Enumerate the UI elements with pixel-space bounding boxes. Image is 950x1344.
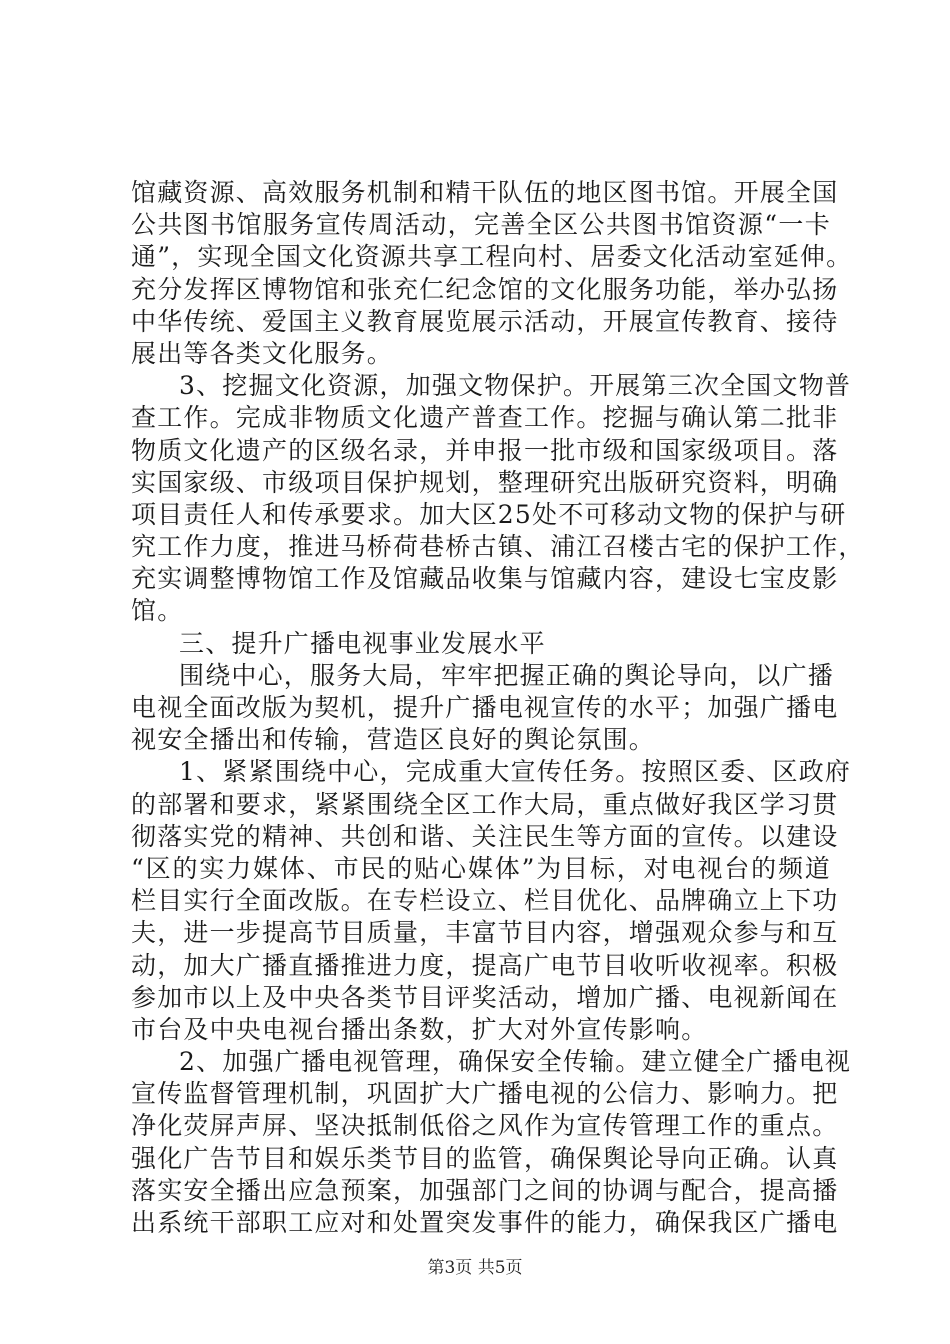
paragraph-start-line: 围绕中心，服务大局，牢牢把握正确的舆论导向，以广播 [179, 660, 835, 690]
text-line: 馆藏资源、高效服务机制和精干队伍的地区图书馆。开展全国 [131, 178, 839, 207]
text-line: 通”，实现全国文化资源共享工程向村、居委文化活动室延伸。 [131, 242, 853, 272]
text-line: 公共图书馆服务宣传周活动，完善全区公共图书馆资源“一卡 [131, 210, 831, 240]
section-heading: 三、提升广播电视事业发展水平 [179, 628, 546, 658]
document-body [131, 177, 865, 1239]
text-line: “区的实力媒体、市民的贴心媒体”为目标，对电视台的频道 [131, 853, 831, 883]
text-line: 动，加大广播直播推进力度，提高广电节目收听收视率。积极 [131, 950, 839, 980]
text-line: 彻落实党的精神、共创和谐、关注民生等方面的宣传。以建设 [131, 821, 839, 851]
text-line: 参加市以上及中央各类节目评奖活动，增加广播、电视新闻在 [131, 982, 839, 1012]
text-line: 查工作。完成非物质文化遗产普查工作。挖掘与确认第二批非 [131, 403, 839, 433]
text-line: 项目责任人和传承要求。加大区25处不可移动文物的保护与研 [131, 499, 847, 529]
text-line: 净化荧屏声屏、坚决抵制低俗之风作为宣传管理工作的重点。 [131, 1111, 839, 1141]
text-line: 出系统干部职工应对和处置突发事件的能力，确保我区广播电 [131, 1208, 839, 1237]
text-line: 电视全面改版为契机，提升广播电视宣传的水平；加强广播电 [131, 693, 839, 722]
paragraph-start-line: 3、挖掘文化资源，加强文物保护。开展第三次全国文物普 [179, 371, 852, 401]
text-line: 实国家级、市级项目保护规划，整理研究出版研究资料，明确 [131, 467, 839, 497]
paragraph-start-line: 2、加强广播电视管理，确保安全传输。建立健全广播电视 [179, 1047, 852, 1077]
text-line: 充分发挥区博物馆和张充仁纪念馆的文化服务功能，举办弘扬 [131, 274, 839, 304]
text-line: 馆。 [131, 596, 184, 626]
text-line: 视安全播出和传输，营造区良好的舆论氛围。 [131, 725, 656, 755]
text-line: 充实调整博物馆工作及馆藏品收集与馆藏内容，建设七宝皮影 [131, 564, 839, 594]
text-line: 栏目实行全面改版。在专栏设立、栏目优化、品牌确立上下功 [131, 886, 839, 916]
text-line: 宣传监督管理机制，巩固扩大广播电视的公信力、影响力。把 [131, 1079, 839, 1109]
text-line: 落实安全播出应急预案，加强部门之间的协调与配合，提高播 [131, 1175, 839, 1205]
page-number-footer: 第3页 共5页 [427, 1258, 523, 1278]
text-line: 的部署和要求，紧紧围绕全区工作大局，重点做好我区学习贯 [131, 789, 839, 819]
text-line: 市台及中央电视台播出条数，扩大对外宣传影响。 [131, 1014, 708, 1044]
text-line: 强化广告节目和娱乐类节目的监管，确保舆论导向正确。认真 [131, 1143, 839, 1173]
text-line: 中华传统、爱国主义教育展览展示活动，开展宣传教育、接待 [131, 306, 839, 336]
text-line: 夫，进一步提高节目质量，丰富节目内容，增强观众参与和互 [131, 918, 839, 948]
text-line: 展出等各类文化服务。 [131, 338, 394, 368]
text-line: 物质文化遗产的区级名录，并申报一批市级和国家级项目。落 [131, 435, 839, 465]
paragraph-start-line: 1、紧紧围绕中心，完成重大宣传任务。按照区委、区政府 [179, 757, 852, 787]
text-line: 究工作力度，推进马桥荷巷桥古镇、浦江召楼古宅的保护工作， [131, 532, 865, 562]
